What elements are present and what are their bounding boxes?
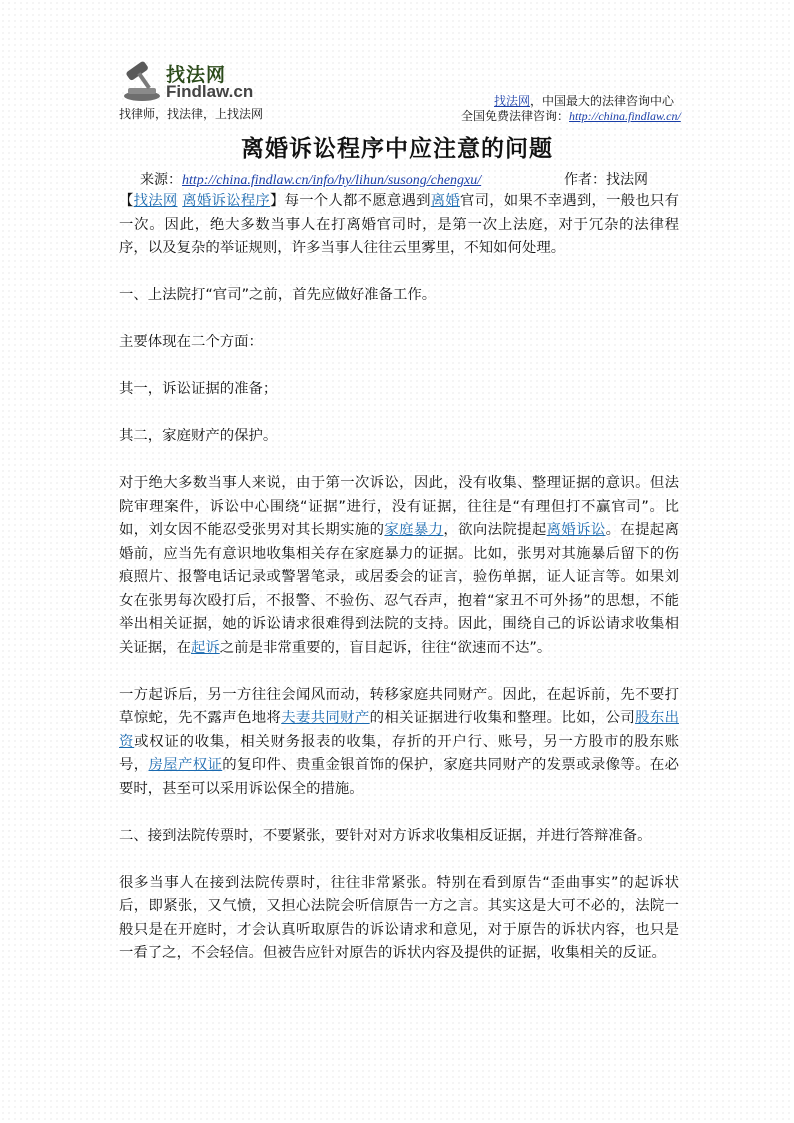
paragraph-5: 其二，家庭财产的保护。 xyxy=(119,428,278,444)
paragraph-6-text-b: ，欲向法院提起 xyxy=(443,522,547,538)
paragraph-7 xyxy=(119,684,679,802)
link-divorce[interactable]: 离婚 xyxy=(430,193,460,209)
paragraph-1-text-b: 官司，如果不幸遇到，一般也只有一次。因此，绝大多数当事人在打离婚官司时，是第一次上法庭，对于冗杂的法律程序，以及复杂的举证规则，许多当事人往往云里雾里，不知如何处理。 xyxy=(119,193,679,256)
paragraph-7-text-c: 或权证的收集，相关财务报表的收集，存折的开户行、账号，另一方股市的股东账号， xyxy=(119,733,679,773)
link-prosecution[interactable]: 起诉 xyxy=(190,639,220,656)
header-slogan: 找律师，找法律，上找法网 xyxy=(119,107,264,121)
paragraph-2: 一、上法院打“官司”之前，首先应做好准备工作。 xyxy=(119,287,437,303)
paragraph-7-text-a: 一方起诉后，另一方往往会闻风而动，转移家庭共同财产。因此，在起诉前，先不要打草惊蛇，先不露声色地将 xyxy=(119,686,679,726)
link-divorce-procedure[interactable]: 离婚诉讼程序 xyxy=(182,193,270,209)
header-tagline: ，中国最大的法律咨询中心 xyxy=(530,94,675,108)
source-url-link[interactable]: http://china.findlaw.cn/info/hy/lihun/susong/chengxu/ xyxy=(182,173,482,188)
link-divorce-litigation[interactable]: 离婚诉讼 xyxy=(546,522,606,538)
paragraph-7-text-b: 的相关证据进行收集和整理。比如，公司 xyxy=(369,710,636,726)
paragraph-1 xyxy=(119,190,679,261)
free-consult-label: 全国免费法律咨询： xyxy=(461,109,570,123)
header-right-line2 xyxy=(461,107,681,124)
logo-text-en: Findlaw.cn xyxy=(166,82,254,101)
paragraph-6 xyxy=(119,472,679,660)
link-domestic-violence[interactable]: 家庭暴力 xyxy=(384,522,444,538)
findlaw-url-link[interactable]: http://china.findlaw.cn/ xyxy=(569,109,681,123)
article-body xyxy=(119,190,679,989)
findlaw-logo[interactable] xyxy=(122,58,262,104)
bracket-open: 【 xyxy=(119,193,134,209)
paragraph-1-text-a: 】每一个人都不愿意遇到 xyxy=(269,193,431,209)
source-label: 来源： xyxy=(140,172,182,188)
source-line xyxy=(140,169,481,189)
logo-text-cn: 找法网 xyxy=(166,64,227,86)
author-line: 作者：找法网 xyxy=(564,172,648,188)
link-shareholder-contribution[interactable]: 股东出资 xyxy=(119,710,679,750)
link-property-certificate[interactable]: 房屋产权证 xyxy=(148,757,223,773)
gavel-icon xyxy=(122,58,162,102)
paragraph-6-text-c: 。在提起离婚前，应当先有意识地收集相关存在家庭暴力的证据。比如，张男对其施暴后留下的伤痕照片、报警电话记录或警署笔录，或居委会的证言，验伤单据，证人证言等。如果刘女在张男每次殴打后，不报警、不验伤、忍气吞声，抱着“家丑不可外扬”的思想，不能举出相关证据，她的诉讼请求很难得到法院的支持。因此，围绕自己的诉讼请求收集相关证据，在 xyxy=(119,522,679,656)
link-findlaw[interactable]: 找法网 xyxy=(133,193,178,209)
paragraph-9: 很多当事人在接到法院传票时，往往非常紧张。特别在看到原告“歪曲事实”的起诉状后，即紧张，又气愤，又担心法院会听信原告一方之言。其实这是大可不必的，法院一般只是在开庭时，才会认真听取原告的诉讼请求和意见，对于原告的诉状内容，也只是一看了之，不会轻信。但被告应针对原告的诉状内容及提供的证据，收集相关的反证。 xyxy=(119,874,679,961)
paragraph-4: 其一，诉讼证据的准备； xyxy=(119,381,278,397)
paragraph-6-text-a: 对于绝大多数当事人来说，由于第一次诉讼，因此，没有收集、整理证据的意识。但法院审理案件，诉讼中心围绕“证据”进行，没有证据，往往是“有理但打不赢官司”。比如，刘女因不能忍受张男对其长期实施的 xyxy=(119,475,679,538)
findlaw-link[interactable]: 找法网 xyxy=(494,94,531,108)
paragraph-8: 二、接到法院传票时，不要紧张，要针对对方诉求收集相反证据，并进行答辩准备。 xyxy=(119,827,652,844)
paragraph-6-text-d: 之前是非常重要的，盲目起诉，往往“欲速而不达”。 xyxy=(219,639,552,656)
link-marital-property[interactable]: 夫妻共同财产 xyxy=(281,710,370,726)
page-title: 离婚诉讼程序中应注意的问题 xyxy=(241,135,553,162)
paragraph-3: 主要体现在二个方面： xyxy=(119,334,263,350)
paragraph-7-text-d: 的复印件、贵重金银首饰的保护，家庭共同财产的发票或录像等。在必要时，甚至可以采用诉讼保全的措施。 xyxy=(119,757,679,797)
